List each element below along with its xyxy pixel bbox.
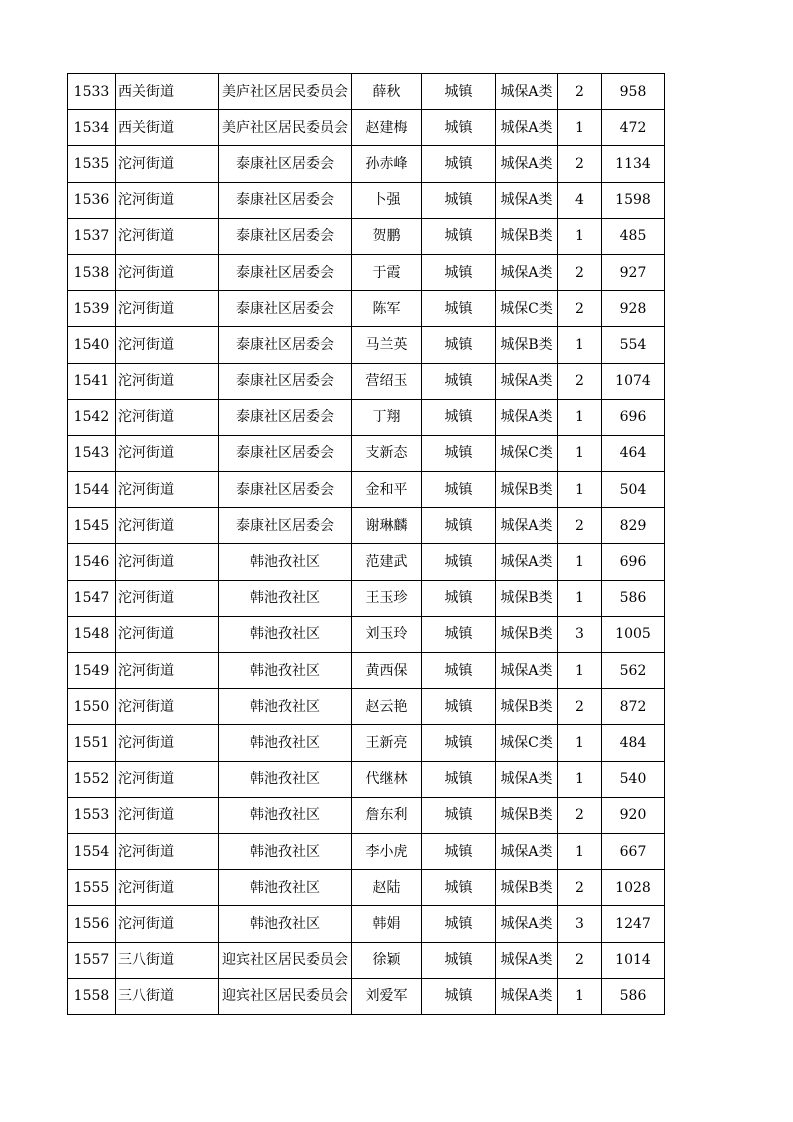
amount-cell: 829: [602, 508, 665, 544]
member-count-cell: 2: [558, 74, 602, 110]
area-type-cell: 城镇: [422, 363, 496, 399]
amount-cell: 958: [602, 74, 665, 110]
member-count-cell: 1: [558, 218, 602, 254]
person-name-cell: 薛秋: [352, 74, 422, 110]
area-type-cell: 城镇: [422, 399, 496, 435]
record-number-cell: 1540: [68, 327, 116, 363]
insurance-category-cell: 城保A类: [496, 906, 558, 942]
person-name-cell: 徐颖: [352, 942, 422, 978]
record-number-cell: 1545: [68, 508, 116, 544]
community-cell: 韩池孜社区: [219, 797, 352, 833]
area-type-cell: 城镇: [422, 182, 496, 218]
community-cell: 泰康社区居委会: [219, 435, 352, 471]
member-count-cell: 2: [558, 689, 602, 725]
area-type-cell: 城镇: [422, 580, 496, 616]
table-row: [68, 761, 665, 797]
area-type-cell: 城镇: [422, 761, 496, 797]
member-count-cell: 2: [558, 291, 602, 327]
table-row: [68, 580, 665, 616]
area-type-cell: 城镇: [422, 291, 496, 327]
community-cell: 泰康社区居委会: [219, 399, 352, 435]
member-count-cell: 1: [558, 399, 602, 435]
person-name-cell: 赵陆: [352, 870, 422, 906]
amount-cell: 696: [602, 544, 665, 580]
record-number-cell: 1555: [68, 870, 116, 906]
record-number-cell: 1539: [68, 291, 116, 327]
member-count-cell: 1: [558, 435, 602, 471]
area-type-cell: 城镇: [422, 254, 496, 290]
street-cell: 沱河街道: [116, 653, 219, 689]
person-name-cell: 孙赤峰: [352, 146, 422, 182]
area-type-cell: 城镇: [422, 797, 496, 833]
record-number-cell: 1542: [68, 399, 116, 435]
table-row: [68, 291, 665, 327]
street-cell: 三八街道: [116, 942, 219, 978]
street-cell: 沱河街道: [116, 291, 219, 327]
insurance-category-cell: 城保B类: [496, 689, 558, 725]
member-count-cell: 1: [558, 653, 602, 689]
area-type-cell: 城镇: [422, 146, 496, 182]
person-name-cell: 刘玉玲: [352, 616, 422, 652]
table-row: [68, 218, 665, 254]
street-cell: 沱河街道: [116, 870, 219, 906]
community-cell: 韩池孜社区: [219, 870, 352, 906]
insurance-category-cell: 城保A类: [496, 544, 558, 580]
person-name-cell: 黄西保: [352, 653, 422, 689]
table-row: [68, 797, 665, 833]
community-cell: 韩池孜社区: [219, 906, 352, 942]
amount-cell: 1247: [602, 906, 665, 942]
record-number-cell: 1547: [68, 580, 116, 616]
amount-cell: 872: [602, 689, 665, 725]
street-cell: 沱河街道: [116, 435, 219, 471]
area-type-cell: 城镇: [422, 544, 496, 580]
record-number-cell: 1557: [68, 942, 116, 978]
member-count-cell: 2: [558, 363, 602, 399]
insurance-category-cell: 城保B类: [496, 218, 558, 254]
community-cell: 泰康社区居委会: [219, 218, 352, 254]
community-cell: 韩池孜社区: [219, 544, 352, 580]
community-cell: 韩池孜社区: [219, 833, 352, 869]
community-cell: 迎宾社区居民委员会: [219, 978, 352, 1014]
person-name-cell: 丁翔: [352, 399, 422, 435]
community-cell: 泰康社区居委会: [219, 291, 352, 327]
amount-cell: 1598: [602, 182, 665, 218]
person-name-cell: 韩娟: [352, 906, 422, 942]
amount-cell: 464: [602, 435, 665, 471]
insurance-category-cell: 城保B类: [496, 327, 558, 363]
amount-cell: 504: [602, 472, 665, 508]
record-number-cell: 1533: [68, 74, 116, 110]
street-cell: 西关街道: [116, 110, 219, 146]
amount-cell: 540: [602, 761, 665, 797]
insurance-category-cell: 城保B类: [496, 616, 558, 652]
table-row: [68, 327, 665, 363]
amount-cell: 928: [602, 291, 665, 327]
record-number-cell: 1553: [68, 797, 116, 833]
community-cell: 韩池孜社区: [219, 725, 352, 761]
amount-cell: 1134: [602, 146, 665, 182]
person-name-cell: 于霞: [352, 254, 422, 290]
area-type-cell: 城镇: [422, 472, 496, 508]
member-count-cell: 1: [558, 472, 602, 508]
table-row: [68, 508, 665, 544]
street-cell: 沱河街道: [116, 472, 219, 508]
record-number-cell: 1543: [68, 435, 116, 471]
table-row: [68, 942, 665, 978]
member-count-cell: 1: [558, 978, 602, 1014]
amount-cell: 1028: [602, 870, 665, 906]
community-cell: 韩池孜社区: [219, 653, 352, 689]
insurance-category-cell: 城保A类: [496, 508, 558, 544]
community-cell: 泰康社区居委会: [219, 254, 352, 290]
person-name-cell: 支新态: [352, 435, 422, 471]
person-name-cell: 赵云艳: [352, 689, 422, 725]
amount-cell: 562: [602, 653, 665, 689]
street-cell: 沱河街道: [116, 218, 219, 254]
area-type-cell: 城镇: [422, 906, 496, 942]
person-name-cell: 金和平: [352, 472, 422, 508]
table-row: [68, 472, 665, 508]
amount-cell: 484: [602, 725, 665, 761]
table-row: [68, 689, 665, 725]
area-type-cell: 城镇: [422, 725, 496, 761]
person-name-cell: 营绍玉: [352, 363, 422, 399]
amount-cell: 485: [602, 218, 665, 254]
person-name-cell: 卜强: [352, 182, 422, 218]
amount-cell: 927: [602, 254, 665, 290]
street-cell: 沱河街道: [116, 182, 219, 218]
member-count-cell: 2: [558, 942, 602, 978]
record-number-cell: 1535: [68, 146, 116, 182]
community-cell: 韩池孜社区: [219, 689, 352, 725]
area-type-cell: 城镇: [422, 653, 496, 689]
member-count-cell: 2: [558, 870, 602, 906]
member-count-cell: 1: [558, 833, 602, 869]
insurance-category-cell: 城保A类: [496, 182, 558, 218]
area-type-cell: 城镇: [422, 870, 496, 906]
record-number-cell: 1552: [68, 761, 116, 797]
street-cell: 沱河街道: [116, 544, 219, 580]
table-row: [68, 906, 665, 942]
area-type-cell: 城镇: [422, 218, 496, 254]
street-cell: 沱河街道: [116, 725, 219, 761]
member-count-cell: 2: [558, 797, 602, 833]
area-type-cell: 城镇: [422, 978, 496, 1014]
area-type-cell: 城镇: [422, 435, 496, 471]
amount-cell: 1074: [602, 363, 665, 399]
member-count-cell: 1: [558, 580, 602, 616]
record-number-cell: 1558: [68, 978, 116, 1014]
insurance-category-cell: 城保A类: [496, 146, 558, 182]
member-count-cell: 2: [558, 146, 602, 182]
person-name-cell: 贺鹏: [352, 218, 422, 254]
record-number-cell: 1534: [68, 110, 116, 146]
insurance-category-cell: 城保A类: [496, 761, 558, 797]
table-row: [68, 870, 665, 906]
insurance-category-cell: 城保A类: [496, 110, 558, 146]
street-cell: 沱河街道: [116, 327, 219, 363]
insurance-category-cell: 城保A类: [496, 942, 558, 978]
member-count-cell: 3: [558, 616, 602, 652]
community-cell: 泰康社区居委会: [219, 508, 352, 544]
record-number-cell: 1549: [68, 653, 116, 689]
street-cell: 三八街道: [116, 978, 219, 1014]
table-row: [68, 544, 665, 580]
street-cell: 沱河街道: [116, 689, 219, 725]
street-cell: 沱河街道: [116, 797, 219, 833]
table-row: [68, 435, 665, 471]
insurance-category-cell: 城保A类: [496, 74, 558, 110]
member-count-cell: 1: [558, 761, 602, 797]
amount-cell: 696: [602, 399, 665, 435]
street-cell: 沱河街道: [116, 508, 219, 544]
record-number-cell: 1538: [68, 254, 116, 290]
community-cell: 韩池孜社区: [219, 580, 352, 616]
record-number-cell: 1541: [68, 363, 116, 399]
amount-cell: 1014: [602, 942, 665, 978]
area-type-cell: 城镇: [422, 74, 496, 110]
person-name-cell: 范建武: [352, 544, 422, 580]
table-row: [68, 182, 665, 218]
person-name-cell: 赵建梅: [352, 110, 422, 146]
community-cell: 韩池孜社区: [219, 761, 352, 797]
table-row: [68, 110, 665, 146]
table-row: [68, 399, 665, 435]
amount-cell: 554: [602, 327, 665, 363]
member-count-cell: 1: [558, 327, 602, 363]
area-type-cell: 城镇: [422, 110, 496, 146]
community-cell: 泰康社区居委会: [219, 146, 352, 182]
community-cell: 泰康社区居委会: [219, 363, 352, 399]
record-number-cell: 1554: [68, 833, 116, 869]
street-cell: 沱河街道: [116, 146, 219, 182]
street-cell: 沱河街道: [116, 580, 219, 616]
area-type-cell: 城镇: [422, 508, 496, 544]
insurance-category-cell: 城保B类: [496, 870, 558, 906]
member-count-cell: 3: [558, 906, 602, 942]
street-cell: 沱河街道: [116, 399, 219, 435]
insurance-category-cell: 城保C类: [496, 725, 558, 761]
records-table: [67, 73, 665, 1015]
insurance-category-cell: 城保A类: [496, 399, 558, 435]
person-name-cell: 李小虎: [352, 833, 422, 869]
amount-cell: 586: [602, 580, 665, 616]
street-cell: 沱河街道: [116, 833, 219, 869]
amount-cell: 920: [602, 797, 665, 833]
record-number-cell: 1550: [68, 689, 116, 725]
member-count-cell: 4: [558, 182, 602, 218]
community-cell: 泰康社区居委会: [219, 182, 352, 218]
insurance-category-cell: 城保C类: [496, 435, 558, 471]
record-number-cell: 1546: [68, 544, 116, 580]
insurance-category-cell: 城保A类: [496, 363, 558, 399]
amount-cell: 472: [602, 110, 665, 146]
area-type-cell: 城镇: [422, 833, 496, 869]
insurance-category-cell: 城保A类: [496, 978, 558, 1014]
record-number-cell: 1556: [68, 906, 116, 942]
amount-cell: 667: [602, 833, 665, 869]
street-cell: 沱河街道: [116, 761, 219, 797]
person-name-cell: 王玉珍: [352, 580, 422, 616]
insurance-category-cell: 城保C类: [496, 291, 558, 327]
area-type-cell: 城镇: [422, 616, 496, 652]
street-cell: 沱河街道: [116, 254, 219, 290]
record-number-cell: 1548: [68, 616, 116, 652]
area-type-cell: 城镇: [422, 327, 496, 363]
member-count-cell: 1: [558, 544, 602, 580]
insurance-category-cell: 城保A类: [496, 254, 558, 290]
insurance-category-cell: 城保B类: [496, 797, 558, 833]
area-type-cell: 城镇: [422, 689, 496, 725]
community-cell: 美庐社区居民委员会: [219, 74, 352, 110]
record-number-cell: 1537: [68, 218, 116, 254]
insurance-category-cell: 城保A类: [496, 653, 558, 689]
person-name-cell: 王新亮: [352, 725, 422, 761]
area-type-cell: 城镇: [422, 942, 496, 978]
person-name-cell: 刘爱军: [352, 978, 422, 1014]
person-name-cell: 代继林: [352, 761, 422, 797]
street-cell: 西关街道: [116, 74, 219, 110]
person-name-cell: 陈军: [352, 291, 422, 327]
table-row: [68, 254, 665, 290]
community-cell: 韩池孜社区: [219, 616, 352, 652]
records-table-body: [68, 74, 665, 1015]
amount-cell: 1005: [602, 616, 665, 652]
record-number-cell: 1536: [68, 182, 116, 218]
member-count-cell: 2: [558, 254, 602, 290]
community-cell: 泰康社区居委会: [219, 472, 352, 508]
record-number-cell: 1544: [68, 472, 116, 508]
amount-cell: 586: [602, 978, 665, 1014]
table-row: [68, 653, 665, 689]
street-cell: 沱河街道: [116, 616, 219, 652]
person-name-cell: 詹东利: [352, 797, 422, 833]
person-name-cell: 马兰英: [352, 327, 422, 363]
community-cell: 迎宾社区居民委员会: [219, 942, 352, 978]
table-row: [68, 74, 665, 110]
table-row: [68, 725, 665, 761]
table-row: [68, 363, 665, 399]
insurance-category-cell: 城保B类: [496, 472, 558, 508]
member-count-cell: 1: [558, 110, 602, 146]
table-row: [68, 616, 665, 652]
member-count-cell: 1: [558, 725, 602, 761]
table-row: [68, 833, 665, 869]
table-row: [68, 978, 665, 1014]
member-count-cell: 2: [558, 508, 602, 544]
table-row: [68, 146, 665, 182]
street-cell: 沱河街道: [116, 363, 219, 399]
insurance-category-cell: 城保B类: [496, 580, 558, 616]
insurance-category-cell: 城保A类: [496, 833, 558, 869]
community-cell: 美庐社区居民委员会: [219, 110, 352, 146]
community-cell: 泰康社区居委会: [219, 327, 352, 363]
street-cell: 沱河街道: [116, 906, 219, 942]
record-number-cell: 1551: [68, 725, 116, 761]
person-name-cell: 谢琳麟: [352, 508, 422, 544]
